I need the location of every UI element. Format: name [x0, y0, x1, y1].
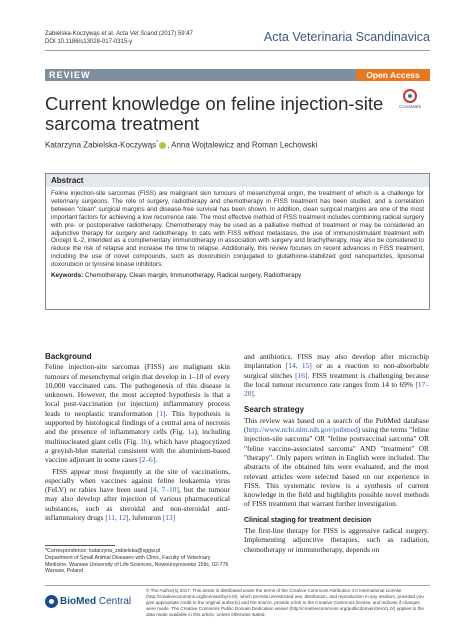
text-run: .	[155, 455, 158, 465]
author-list	[45, 140, 317, 150]
citation-block	[45, 30, 193, 46]
reference-link[interactable]: [16]	[295, 370, 308, 380]
correspondence-email[interactable]: *Correspondence: katarzyna_zabielska@sggw.pl	[45, 548, 161, 554]
search-strategy-paragraph	[244, 416, 429, 509]
reference-link[interactable]: [17–20]	[244, 379, 429, 399]
text-run: , but the tumour may also develop after injection of various pharmaceutical substances, such as steroidal and non-steroidal anti-inflammatory drugs	[45, 485, 230, 523]
figure-link[interactable]: 1b	[140, 436, 148, 446]
crossmark-label: CrossMark	[399, 104, 421, 109]
right-column	[244, 352, 429, 556]
citation-authors: Zabielska-Koczywąs et al.	[45, 31, 115, 37]
bmc-logo-central: Central	[96, 596, 132, 608]
text-run: ), including multinucleated giant cells (Fig.	[45, 427, 231, 446]
citation-journal: Acta Vet Scand	[116, 31, 158, 37]
article-title: Current knowledge on feline injection-site sarcoma treatment	[45, 93, 384, 134]
keywords-list: Chemotherapy, Clean margin, Immunotherapy, Radical surgery, Radiotherapy	[84, 272, 302, 280]
text-run: or as a reaction to non-absorbable surgical stitches	[244, 361, 429, 380]
background-paragraph-3	[244, 352, 429, 398]
article-type-band	[45, 69, 430, 81]
citation-doi[interactable]: DOI 10.1186/s13028-017-0315-y	[45, 39, 133, 45]
reference-link[interactable]: [2–6]	[139, 455, 156, 465]
text-run: . This hypothesis is supported by histological findings of a central area of necrosis and the presence of inflammatory cells (Fig.	[45, 408, 230, 437]
keywords-label: Keywords:	[51, 272, 84, 280]
text-run: Feline injection-site sarcomas (FISS) are malignant skin tumours of mesenchymal origin that develop in 1–10 of every 10,000 vaccinated cats. The pathogenesis of this disease is unknown. However, the most accepted hypothesis is that a local post-vaccination (or injection) inflammatory process leads to neoplastic transformation	[45, 362, 230, 418]
text-run: FISS appear most frequently at the site of vaccinations, especially when vaccines against feline leukaemia virus (FeLV) or rabies have been used	[45, 466, 230, 495]
abstract-body: Feline injection-site sarcomas (FISS) are malignant skin tumours of mesenchymal origin, the treatment of which is a challenge for veterinary surgeons. The role of surgery, radiotherapy and chemotherapy in FISS treatment has been studied, and a correlation between "clean" surgical margins and disease-free survival has been shown. In addition, clean surgical margins are one of the most important factors for achieving a low recurrence rate. The most effective method of FISS treatment includes combining radical surgery with pre- or postoperative radiotherapy. Chemotherapy may be used as a palliative method of treatment or may be considered an adjunctive therapy for surgery and radiotherapy. In cats with FISS without metastasis, the use of immunostimulant treatment with Oncept IL-2, intended as a complementary immunotherapy in association with surgery and brachytherapy, may also be considered to reduce the risk of relapse and increase the time to relapse. Additionally, this review focuses on recent advances in FISS treatment, including the use of novel compounds, such as doxorubicin conjugated to glutathione-stabilized gold nanoparticles, liposomal doxorubicin or tyrosine kinase inhibitors.	[51, 190, 424, 269]
crossmark-icon	[403, 89, 417, 103]
background-heading: Background	[45, 352, 92, 361]
pubmed-link[interactable]: http://www.ncbi.nlm.nih.gov/pubmed	[246, 425, 358, 435]
open-access-badge: Open Access	[356, 69, 430, 81]
background-paragraph-1	[45, 362, 230, 464]
orcid-icon[interactable]	[159, 142, 166, 149]
text-run: ), which have phagocytized a greyish-blue material consistent with the aluminium-based vaccine adjuvant in some cases	[45, 436, 230, 465]
author-corresponding[interactable]: Katarzyna Zabielska-Koczywąs	[45, 140, 157, 150]
figure-link[interactable]: 1a	[187, 427, 195, 437]
left-column	[45, 352, 230, 524]
citation-line-1	[45, 30, 193, 38]
reference-link[interactable]: [11, 12]	[105, 513, 129, 523]
text-run: ) using the terms "feline injection-site sarcoma" OR "feline postvaccinal sarcoma" OR "feline vaccine-associated sarcoma" AND "treatment" OR "therapy". Only papers written in English were included. The abstracts of the obtained hits were evaluated, and the most relevant articles were selected based on our experience in FISS. This systematic review is a synthesis of current knowledge in the field and highlights possible novel methods of FISS treatment that warrant further investigation.	[244, 425, 429, 509]
footer-divider	[45, 585, 430, 586]
biomed-central-logo[interactable]	[45, 595, 131, 608]
footnote-rule	[45, 545, 115, 546]
reference-link[interactable]: [1]	[156, 408, 166, 418]
journal-name: Acta Veterinaria Scandinavica	[263, 30, 430, 44]
article-type-label: REVIEW	[49, 70, 91, 80]
bmc-logo-text: BioMed	[60, 596, 97, 608]
text-run: This review was based on a search of the PubMed database (	[244, 415, 429, 435]
author-others: , Anna Wojtalewicz and Roman Lechowski	[167, 140, 318, 150]
text-run: , lufenuron	[128, 513, 163, 523]
reference-link[interactable]: [4, 7–10]	[150, 485, 179, 495]
background-paragraph-2	[45, 467, 230, 523]
citation-volume: (2017) 59:47	[157, 31, 193, 37]
abstract-box	[45, 173, 430, 310]
reference-link[interactable]: [13]	[162, 513, 176, 523]
reference-link[interactable]: [14, 15]	[285, 361, 312, 371]
text-run: . FISS treatment is challenging because the local tumour recurrence rate ranges from 14 to 69%	[244, 370, 429, 389]
affiliation-text: Department of Small Animal Diseases with Clinic, Faculty of Veterinary Medicine, Warsaw University of Life Sciences, Nowoursynowska 159c, 02-776 Warsaw, Poland	[45, 554, 229, 575]
crossmark-button[interactable]	[393, 89, 427, 109]
clinical-staging-heading: Clinical staging for treatment decision	[244, 516, 372, 524]
corresponding-mark: *	[156, 140, 159, 146]
text-run: and antibiotics. FISS may also develop after microchip implantation	[244, 352, 429, 371]
clinical-staging-paragraph: The first-line therapy for FISS is aggressive radical surgery. Implementing adjunctive therapies, such as radiation, chemotherapy or immunotherapy, depends on	[244, 526, 429, 554]
search-strategy-heading: Search strategy	[244, 405, 305, 415]
abstract-heading: Abstract	[46, 174, 429, 187]
correspondence-footnote	[45, 545, 230, 575]
keywords-line	[46, 272, 429, 280]
header-divider	[45, 50, 430, 51]
text-run: .	[253, 389, 256, 399]
bmc-logo-icon	[45, 595, 58, 608]
license-text: © The Author(s) 2017. This article is distributed under the terms of the Creative Commons Attribution 4.0 International License (http://creativecommons.org/licenses/by/4.0/), which permits unrestricted use, distribution, and reproduction in any medium, provided you give appropriate credit to the original author(s) and the source, provide a link to the Creative Commons license, and indicate if changes were made. The Creative Commons Public Domain Dedication waiver (http://creativecommons.org/publicdomain/zero/1.0/) applies to the data made available in this article, unless otherwise stated.	[146, 588, 424, 617]
